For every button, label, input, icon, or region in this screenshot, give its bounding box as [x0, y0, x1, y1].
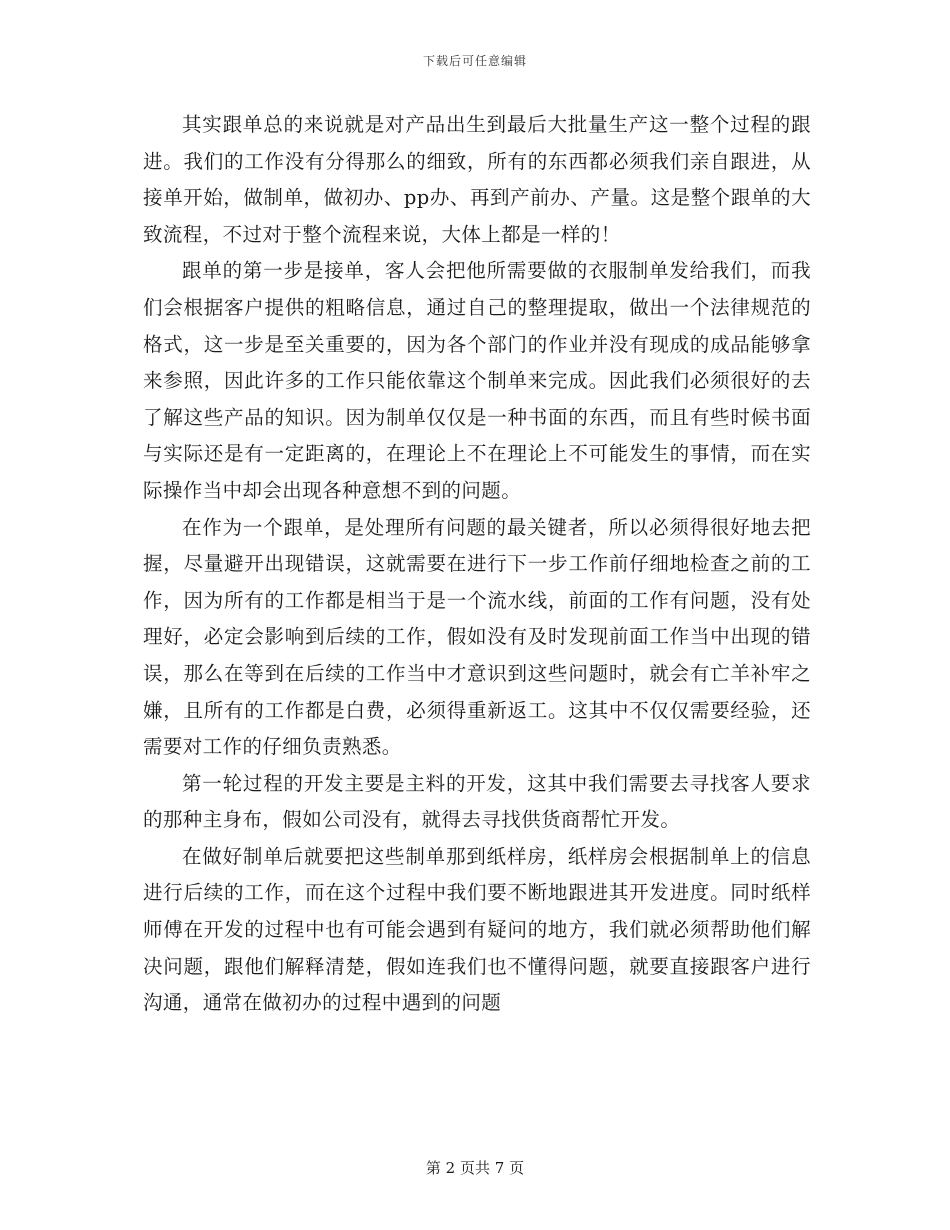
page-header-note: 下载后可任意编辑	[422, 54, 527, 68]
paragraph-pattern-room: 在做好制单后就要把这些制单那到纸样房，纸样房会根据制单上的信息进行后续的工作，而在这个过程中我们要不断地跟进其开发进度。同时纸样师傅在开发的过程中也有可能会遇到有疑问的地方，我们就必须帮助他们解决问题，跟他们解释清楚，假如连我们也不懂得问题，就要直接跟客户进行沟通，通常在做初办的过程中遇到的问题	[143, 844, 811, 1015]
paragraph-process-overview: 其实跟单总的来说就是对产品出生到最后大批量生产这一整个过程的跟进。我们的工作没有分得那么的细致，所有的东西都必须我们亲自跟进，从接单开始，做制单，做初办、pp办、再到产前办、产量。这是整个跟单的大致流程，不过对于整个流程来说，大体上都是一样的！	[143, 113, 811, 246]
paragraph-order-receiving: 跟单的第一步是接单，客人会把他所需要做的衣服制单发给我们，而我们会根据客户提供的粗略信息，通过自己的整理提取，做出一个法律规范的格式，这一步是至关重要的，因为各个部门的作业并没有现成的成品能够拿来参照，因此许多的工作只能依靠这个制单来完成。因此我们必须很好的去了解这些产品的知识。因为制单仅仅是一种书面的东西，而且有些时候书面与实际还是有一定距离的，在理论上不在理论上不可能发生的事情，而在实际操作当中却会出现各种意想不到的问题。	[143, 259, 811, 502]
paragraph-merchandiser-role: 在作为一个跟单，是处理所有问题的最关键者，所以必须得很好地去把握，尽量避开出现错误，这就需要在进行下一步工作前仔细地检查之前的工作，因为所有的工作都是相当于是一个流水线，前面的工作有问题，没有处理好，必定会影响到后续的工作，假如没有及时发现前面工作当中出现的错误，那么在等到在后续的工作当中才意识到这些问题时，就会有亡羊补牢之嫌，且所有的工作都是白费，必须得重新返工。这其中不仅仅需要经验，还需要对工作的仔细负责熟悉。	[143, 515, 811, 759]
paragraph-fabric-development: 第一轮过程的开发主要是主料的开发，这其中我们需要去寻找客人要求的那种主身布，假如公司没有，就得去寻找供货商帮忙开发。	[143, 771, 811, 832]
page-number: 第 2 页共 7 页	[425, 1159, 525, 1177]
document-body	[143, 107, 811, 1022]
